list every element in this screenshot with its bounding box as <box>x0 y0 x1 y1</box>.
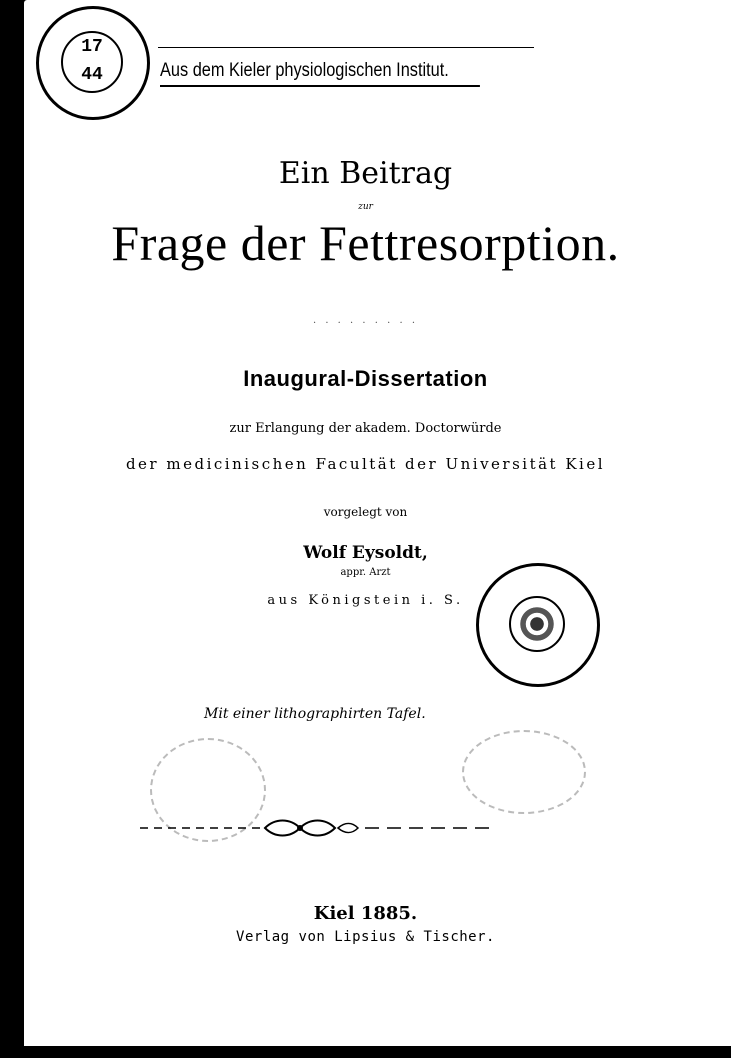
publisher-line: Verlag von Lipsius & Tischer. <box>236 929 495 945</box>
author-title: appr. Arzt <box>340 567 391 578</box>
faint-stamp-right <box>462 730 586 814</box>
library-stamp-top-left <box>36 6 150 120</box>
library-stamp-right <box>476 563 600 687</box>
place-and-year: Kiel 1885. <box>313 903 418 924</box>
dissertation-subtitle: Inaugural-Dissertation <box>243 366 488 391</box>
degree-line: zur Erlangung der akadem. Doctorwürde <box>229 421 502 436</box>
title-connector: zur <box>358 202 373 212</box>
stamp-emblem <box>509 596 565 652</box>
author-origin: aus Königstein i. S. <box>267 593 464 608</box>
institute-note: Aus dem Kieler physiologischen Institut. <box>160 60 480 87</box>
title-line-1: Ein Beitrag <box>278 156 453 191</box>
stamp-number-block <box>61 31 123 93</box>
main-title: Frage der Fettresorption. <box>111 215 620 271</box>
decorative-dots: · · · · · · · · · <box>312 318 419 329</box>
ornamental-divider <box>140 818 490 838</box>
header-rule <box>158 47 534 48</box>
stamp-number-bottom: 44 <box>81 65 103 85</box>
stamp-number-top: 17 <box>81 37 103 57</box>
author-name: Wolf Eysoldt, <box>303 543 428 563</box>
faculty-line: der medicinischen Facultät der Universität Kiel <box>125 455 606 473</box>
plate-note: Mit einer lithographirten Tafel. <box>204 706 426 722</box>
presented-by: vorgelegt von <box>323 505 408 519</box>
